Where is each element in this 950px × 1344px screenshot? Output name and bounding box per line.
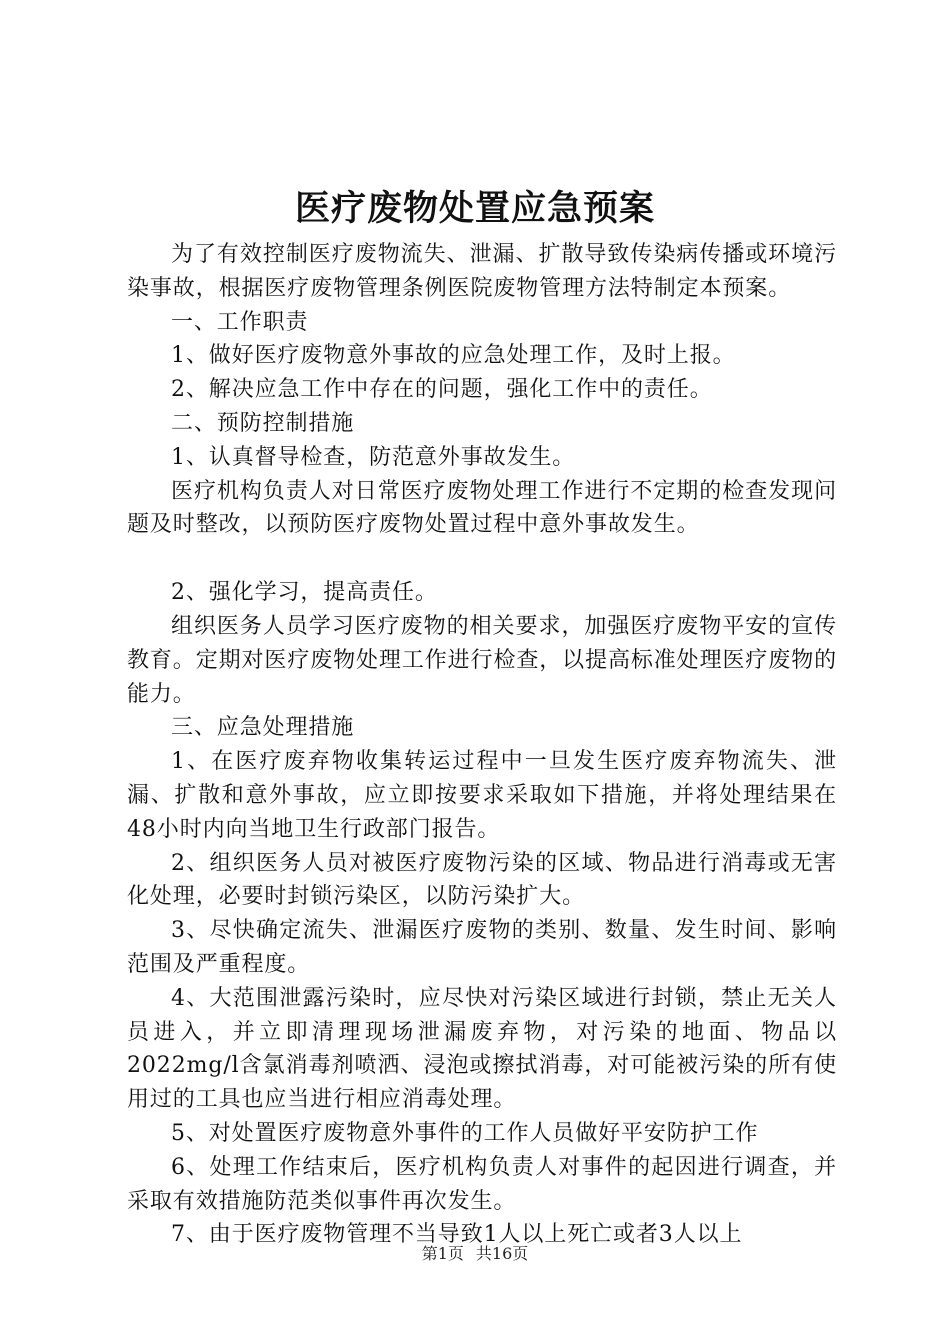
paragraph: 医疗机构负责人对日常医疗废物处理工作进行不定期的检查发现问题及时整改，以预防医疗废物处置过程中意外事故发生。 — [127, 478, 837, 538]
paragraph: 2、强化学习，提高责任。 — [171, 580, 438, 606]
section-heading-emergency: 三、应急处理措施 — [171, 715, 355, 741]
section-heading-duties: 一、工作职责 — [171, 309, 309, 335]
paragraph: 6、处理工作结束后，医疗机构负责人对事件的起因进行调查，并采取有效措施防范类似事件再次发生。 — [127, 1154, 837, 1214]
page-total: 共16页 — [475, 1244, 529, 1263]
paragraph: 1、在医疗废弃物收集转运过程中一旦发生医疗废弃物流失、泄漏、扩散和意外事故，应立即按要求采取如下措施，并将处理结果在48小时内向当地卫生行政部门报告。 — [127, 749, 837, 842]
paragraph: 组织医务人员学习医疗废物的相关要求，加强医疗废物平安的宣传教育。定期对医疗废物处理工作进行检查，以提高标准处理医疗废物的能力。 — [127, 613, 837, 707]
paragraph: 2、组织医务人员对被医疗废物污染的区域、物品进行消毒或无害化处理，必要时封锁污染区，以防污染扩大。 — [127, 850, 837, 910]
page-footer — [0, 1242, 950, 1266]
paragraph: 2、解决应急工作中存在的问题，强化工作中的责任。 — [171, 377, 713, 403]
document-title: 医疗废物处置应急预案 — [294, 188, 655, 229]
paragraph: 3、尽快确定流失、泄漏医疗废物的类别、数量、发生时间、影响范围及严重程度。 — [127, 918, 837, 977]
page-number: 第1页 — [421, 1244, 464, 1263]
paragraph: 7、由于医疗废物管理不当导致1人以上死亡或者3人以上 — [171, 1222, 743, 1248]
paragraph: 5、对处置医疗废物意外事件的工作人员做好平安防护工作 — [171, 1120, 759, 1146]
section-heading-prevention: 二、预防控制措施 — [171, 410, 355, 436]
paragraph: 1、做好医疗废物意外事故的应急处理工作，及时上报。 — [171, 343, 736, 369]
paragraph: 1、认真督导检查，防范意外事故发生。 — [171, 444, 576, 470]
paragraph: 4、大范围泄露污染时，应尽快对污染区域进行封锁，禁止无关人员进入，并立即清理现场泄漏废弃物，对污染的地面、物品以2022mg/l含氯消毒剂喷洒、浸泡或擦拭消毒，对可能被污染的所有使用过的工具也应当进行相应消毒处理。 — [127, 985, 837, 1113]
document-body — [127, 238, 837, 1252]
intro-paragraph: 为了有效控制医疗废物流失、泄漏、扩散导致传染病传播或环境污染事故，根据医疗废物管理条例医院废物管理方法特制定本预案。 — [127, 242, 837, 301]
